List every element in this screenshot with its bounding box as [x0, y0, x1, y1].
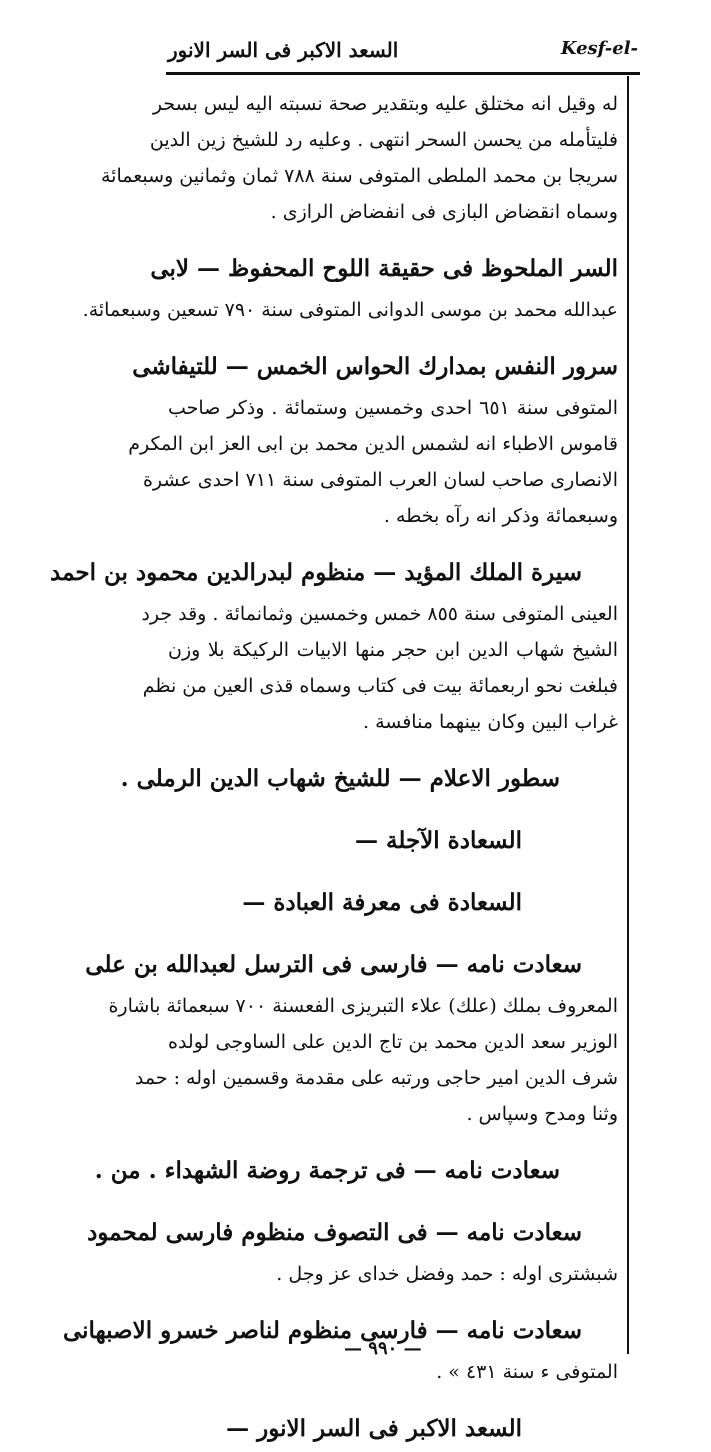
entry-heading: السعد الاكبر فى السر الانور — [226, 1415, 522, 1442]
entry-heading: سطور الاعلام — للشيخ شهاب الدين الرملى . [120, 765, 560, 792]
entry-saadat-nameh-3 [87, 1210, 618, 1292]
header-rule [166, 72, 640, 75]
text-line: شرف الدين امير حاجى ورتبه على مقدمة وقسمين اوله : حمد [134, 1067, 618, 1089]
entry-heading: السعادة الآجلة — [355, 827, 522, 854]
text-line: الوزير سعد الدين محمد بن تاج الدين على الساوجى لولده [168, 1031, 618, 1053]
text-line: فبلغت نحو اربعمائة بيت فى كتاب وسماه قذى العين من نظم [142, 675, 618, 697]
running-header-title: السعد الاكبر فى السر الانور [168, 38, 399, 62]
page-number: — ٩٩٠ — [344, 1338, 422, 1359]
entry-saadat-nameh-1 [85, 942, 618, 1132]
entry-heading: سيرة الملك المؤيد — منظوم لبدرالدين محمود بن احمد [50, 559, 582, 586]
running-header [168, 34, 638, 68]
margin-rule [627, 76, 629, 1354]
entry-heading: سرور النفس بمدارك الحواس الخمس — للتيفاشى [132, 353, 618, 380]
entry-heading: سعادت نامه — فارسى منظوم لناصر خسرو الاصبهانى [62, 1317, 582, 1344]
text-line: وسماه انقضاض البازى فى انفضاض الرازى . [270, 201, 618, 223]
entry-saadat-nameh-2 [94, 1148, 618, 1194]
entry-sirat-al-malik [50, 550, 618, 740]
entry-heading: سعادت نامه — فى التصوف منظوم فارسى لمحمود [87, 1219, 582, 1246]
entry-al-saad-al-akbar [168, 1406, 618, 1452]
running-header-latin: Kesf-el- [560, 38, 638, 59]
text-line: عبدالله محمد بن موسى الدوانى المتوفى سنة ٧٩٠ تسعين وسبعمائة. [82, 299, 618, 321]
text-line: وسبعمائة وذكر انه رآه بخطه . [383, 505, 618, 527]
text-line: وثنا ومدح وسپاس . [466, 1103, 618, 1125]
text-line: المتوفى ء سنة ٤٣١ » . [436, 1361, 618, 1383]
text-line: سريجا بن محمد الملطى المتوفى سنة ٧٨٨ ثمان وثمانين وسبعمائة [101, 165, 618, 187]
text-line: المتوفى سنة ٦٥١ احدى وخمسين وستمائة . وذكر صاحب [168, 397, 618, 419]
entry-al-saada-al-ajila [168, 818, 618, 864]
text-line: غراب البين وكان بينهما منافسة . [363, 711, 618, 733]
entry-heading: السر الملحوظ فى حقيقة اللوح المحفوظ — لابى [150, 255, 618, 282]
text-line: العينى المتوفى سنة ٨٥٥ خمس وخمسين وثمانمائة . وقد جرد [141, 603, 618, 625]
text-line: الانصارى صاحب لسان العرب المتوفى سنة ٧١١ احدى عشرة [142, 469, 618, 491]
text-line: المعروف بملك (علك) علاء التبريزى الفعسنة ٧٠٠ سبعمائة باشارة [108, 995, 618, 1017]
text-line: الشيخ شهاب الدين ابن حجر منها الابيات الركيكة بلا وزن [168, 639, 618, 661]
text-line: له وقيل انه مختلق عليه وبتقدير صحة نسبته اليه ليس بسحر [152, 93, 618, 115]
entry-al-saada-fi-marifa [168, 880, 618, 926]
entry-surur-al-nafs [128, 344, 618, 534]
entry-heading: السعادة فى معرفة العبادة — [242, 889, 522, 916]
text-line: شبشترى اوله : حمد وفضل خداى عز وجل . [276, 1263, 618, 1285]
entry-continuation [101, 86, 618, 230]
entry-sutur-al-alam [120, 756, 618, 802]
text-line: قاموس الاطباء انه لشمس الدين محمد بن ابى العز ابن المكرم [128, 433, 618, 455]
text-line: فليتأمله من يحسن السحر انتهى . وعليه رد للشيخ زين الدين [149, 129, 618, 151]
entry-sirr-al-malhuz [82, 246, 618, 328]
entry-heading: سعادت نامه — فى ترجمة روضة الشهداء . من . [94, 1157, 560, 1184]
entry-heading: سعادت نامه — فارسى فى الترسل لعبدالله بن على [85, 951, 582, 978]
